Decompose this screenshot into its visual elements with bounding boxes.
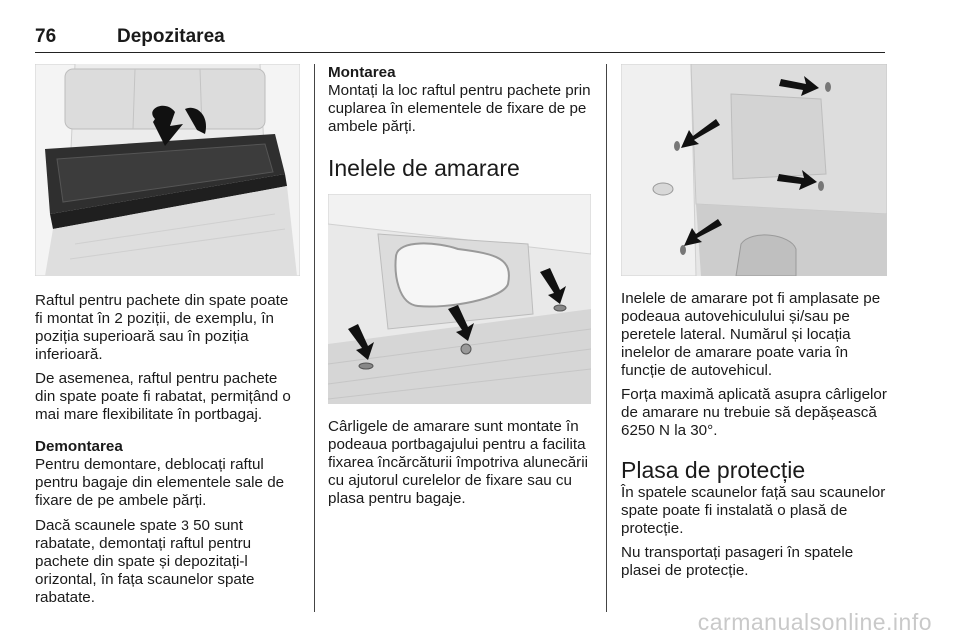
column-2	[328, 64, 591, 514]
heading-plasa-de-protectie: Plasa de protecție	[621, 457, 806, 483]
column-divider	[606, 64, 607, 612]
cross-reference-arrow-icon[interactable]: 3	[181, 517, 189, 533]
paragraph: Pentru demontare, deblocați raftul pentru bagaje din elementele sale de fixare de pe ambele părți.	[35, 456, 285, 509]
subheading-demontarea: Demontarea	[35, 438, 123, 455]
paragraph: Montați la loc raftul pentru pachete prin cuplarea în elementele de fixare de pe ambele părți.	[328, 82, 591, 135]
figure-parcel-shelf	[35, 64, 300, 276]
paragraph: Dacă scaunele spate 3 50 sunt rabatate, demontați raftul pentru pachete din spate și depozitați-l orizontal, în fața scaunelor spate rabatate.	[35, 517, 255, 606]
column-divider	[314, 64, 315, 612]
paragraph: Forța maximă aplicată asupra cârligelor de amarare nu trebuie să depășească 6250 N la 30°.	[621, 386, 887, 439]
page-number: 76	[35, 26, 57, 47]
paragraph: De asemenea, raftul pentru pachete din spate poate fi rabatat, permițând o mai mare flexibilitate în portbagaj.	[35, 370, 291, 423]
paragraph: Nu transportați pasageri în spatele plasei de protecție.	[621, 544, 854, 579]
figure-wall-lashing-eyes	[621, 64, 887, 276]
paragraph: Cârligele de amarare sunt montate în podeaua portbagajului pentru a facilita fixarea încărcăturii împotriva alunecării cu ajutorul curelelor de fixare sau cu plasa pentru bagaje.	[328, 418, 588, 507]
paragraph: Inelele de amarare pot fi amplasate pe podeaua autovehiculului și/sau pe peretele lateral. Numărul și locația inelelor de amarare poate varia în funcție de autovehicul.	[621, 290, 881, 379]
paragraph: În spatele scaunelor față sau scaunelor spate poate fi instalată o plasă de protecție.	[621, 484, 886, 537]
section-title: Depozitarea	[117, 26, 225, 47]
subheading-montarea: Montarea	[328, 64, 396, 81]
paragraph: Raftul pentru pachete din spate poate fi montat în 2 poziții, de exemplu, în poziția superioară sau în poziția inferioară.	[35, 292, 289, 363]
watermark-text: carmanualsonline.info	[697, 609, 932, 635]
column-3	[621, 64, 887, 586]
column-1	[35, 64, 300, 613]
heading-inelele-de-amarare: Inelele de amarare	[328, 155, 520, 181]
figure-floor-lashing-eyes	[328, 194, 591, 404]
page-header	[35, 22, 885, 53]
